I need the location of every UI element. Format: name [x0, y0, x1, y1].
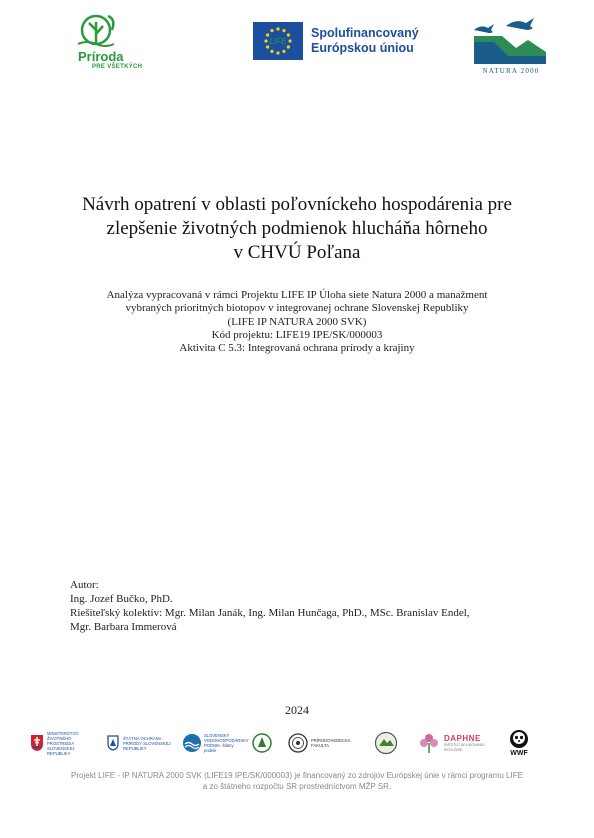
author-name: Ing. Jozef Bučko, PhD. — [70, 593, 173, 605]
sop-emblem-icon — [106, 734, 120, 752]
natura-2000-logo — [472, 12, 550, 75]
eu-logo-line2: Európskou úniou — [311, 41, 414, 55]
funding-footer — [0, 770, 594, 792]
eu-logo-text — [311, 26, 419, 56]
eu-logo-line1: Spolufinancovaný — [311, 26, 419, 40]
author-label: Autor: — [70, 579, 99, 591]
title-line: v CHVÚ Poľana — [233, 242, 361, 263]
tree-icon — [72, 12, 162, 52]
project-description — [0, 289, 594, 355]
description-line: Analýza vypracovaná v rámci Projektu LIFE IP Úloha siete Natura 2000 a manažment — [106, 289, 488, 301]
daphne-logo-text: DAPHNE — [444, 733, 481, 743]
ministry-logo-text: MINISTERSTVO ŽIVOTNÉHO PROSTREDIA SLOVENSKEJ REPUBLIKY — [47, 730, 79, 756]
eu-flag-icon — [253, 22, 303, 60]
partner-emblem-logo — [252, 728, 272, 758]
description-line: vybraných prioritných biotopov v integrovanej ochrane Slovenskej Republiky — [125, 302, 469, 315]
team-line: Riešiteľský kolektív: Mgr. Milan Janák, Ing. Milan Hunčaga, PhD., MSc. Branislav Endel, — [70, 607, 470, 619]
natura-birds-landscape-icon — [472, 12, 550, 64]
publication-year: 2024 — [285, 703, 309, 717]
ministry-logo — [30, 728, 100, 758]
faculty-logo-text: PRÍRODOVEDECKÁ FAKULTA — [311, 738, 351, 748]
partner-badge-logo — [374, 728, 398, 758]
university-seal-icon — [288, 732, 308, 754]
badge-icon — [374, 731, 398, 755]
slovak-coat-of-arms-icon — [30, 734, 44, 752]
wwf-logo-text: WWF — [510, 750, 528, 757]
sop-logo — [106, 728, 172, 758]
project-code: Kód projektu: LIFE19 IPE/SK/000003 — [211, 328, 383, 341]
life-logo-text: LIFE — [269, 37, 287, 46]
priroda-pre-vsetkych-logo — [72, 12, 162, 74]
daphne-logo-subtext: INŠTITÚT APLIKOVANEJ EKOLÓGIE — [444, 742, 486, 752]
footer-line: a zo štátneho rozpočtu SR prostredníctvom MŽP SR. — [202, 782, 392, 791]
title-line: Návrh opatrení v oblasti poľovníckeho hospodárenia pre — [82, 194, 512, 215]
title-line: zlepšenie životných podmienok hlucháňa hôrneho — [106, 218, 488, 239]
flower-icon — [418, 732, 440, 754]
water-drop-icon — [182, 733, 202, 753]
priroda-logo-subtext: PRE VŠETKÝCH — [92, 64, 143, 70]
sop-logo-text: ŠTÁTNA OCHRANA PRÍRODY SLOVENSKEJ REPUBLIKY — [123, 735, 171, 751]
wwf-logo — [509, 728, 529, 758]
faculty-logo — [288, 728, 358, 758]
water-logo-text: SLOVENSKÝ VODOHOSPODÁRSKY PODNIK, štátny podnik — [204, 733, 249, 753]
document-title — [0, 193, 594, 265]
description-line: (LIFE IP NATURA 2000 SVK) — [227, 315, 367, 328]
eu-cofinanced-logo — [253, 22, 433, 62]
footer-line: Projekt LIFE - IP NATURA 2000 SVK (LIFE19 IPE/SK/000003) je financovaný zo zdrojov Európskej únie v rámci programu LIFE — [71, 771, 523, 780]
priroda-logo-text: Príroda — [78, 49, 124, 64]
authors-block — [70, 578, 570, 634]
natura-logo-text: NATURA 2000 — [482, 67, 540, 75]
emblem-icon — [252, 732, 272, 754]
panda-icon — [509, 729, 529, 749]
project-activity: Aktivita C 5.3: Integrovaná ochrana prírody a krajiny — [179, 342, 415, 355]
daphne-logo — [418, 728, 498, 758]
water-company-logo — [182, 728, 249, 758]
team-line: Mgr. Barbara Immerová — [70, 621, 177, 633]
